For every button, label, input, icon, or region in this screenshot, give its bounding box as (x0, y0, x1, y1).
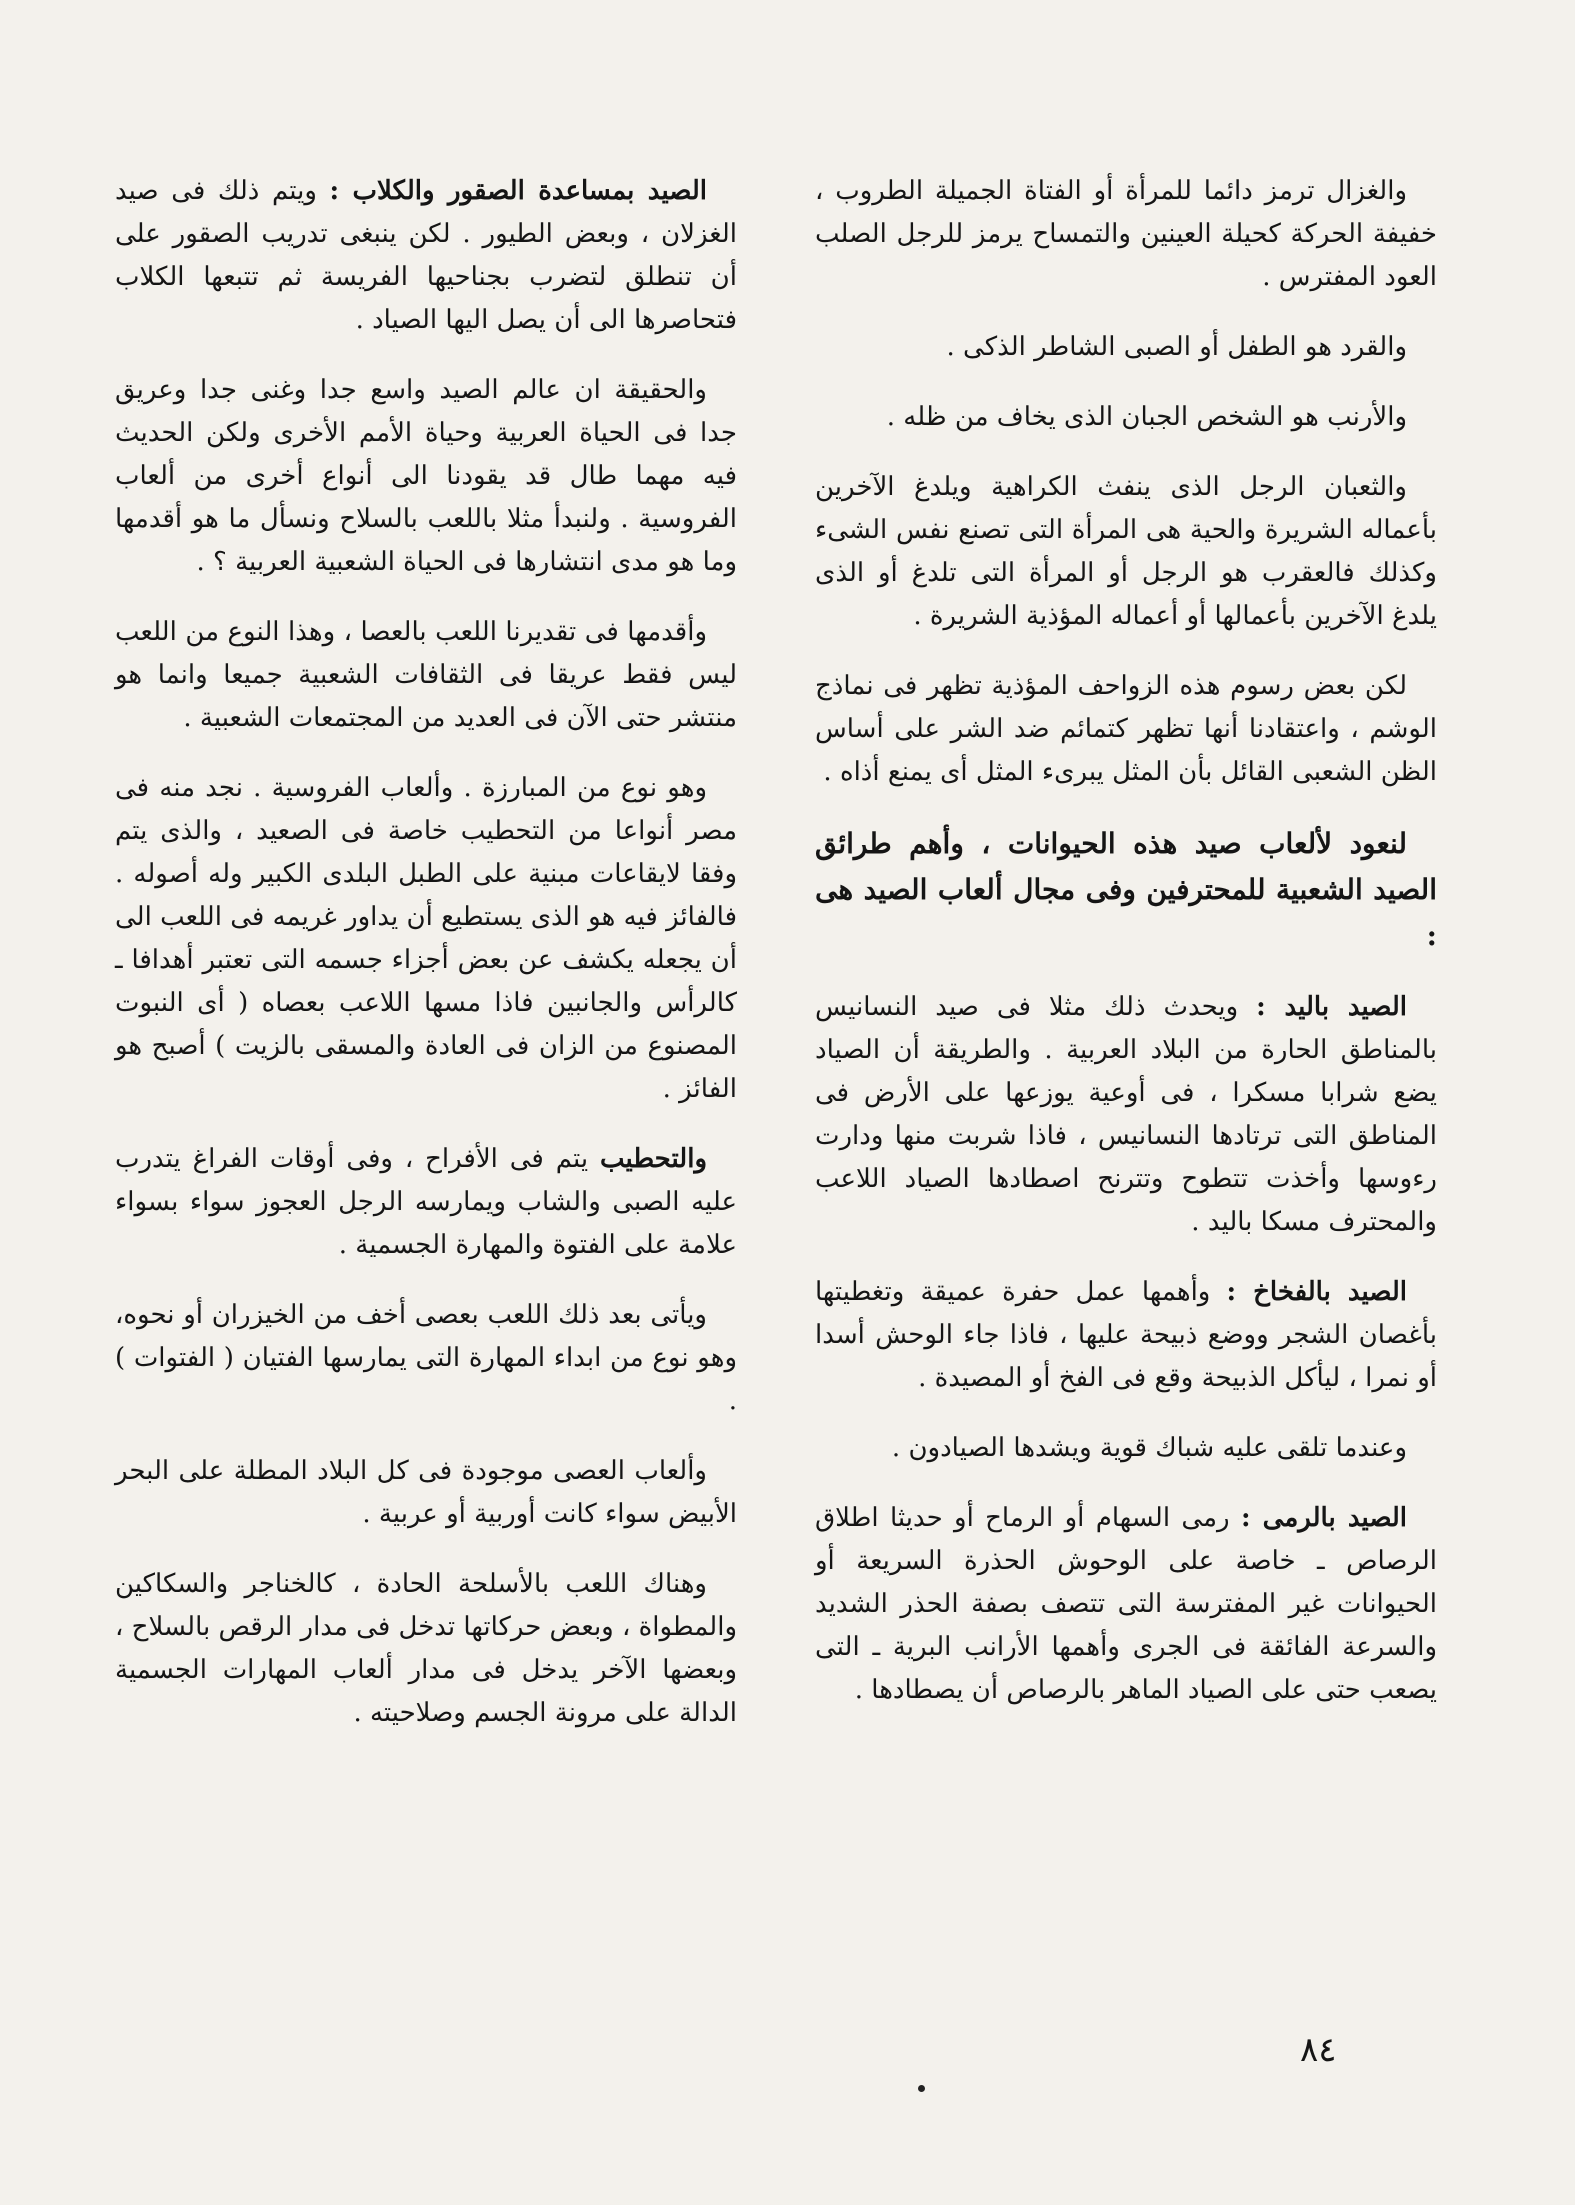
section-heading: لنعود لألعاب صيد هذه الحيوانات ، وأهم طرائق الصيد الشعبية للمحترفين وفى مجال ألعاب الصيد هى : (815, 827, 1437, 952)
paragraph: لكن بعض رسوم هذه الزواحف المؤذية تظهر فى نماذج الوشم ، واعتقادنا أنها تظهر كتمائم ضد الشر على أساس الظن الشعبى القائل بأن المثل يبرىء المثل أى يمنع أذاه . (815, 671, 1437, 787)
paragraph-lead: الصيد بالرمى : (1240, 1503, 1408, 1533)
paragraph: والحقيقة ان عالم الصيد واسع جدا وغنى جدا وعريق جدا فى الحياة العربية وحياة الأمم الأخرى ولكن الحديث فيه مهما طال قد يقودنا الى أنواع أخرى من ألعاب الفروسية . ولنبدأ مثلا باللعب بالسلاح ونسأل ما هو أقدمها وما هو مدى انتشارها فى الحياة الشعبية العربية ؟ . (115, 375, 737, 577)
paragraph: والتحطيب يتم فى الأفراح ، وفى أوقات الفراغ يتدرب عليه الصبى والشاب ويمارسه الرجل العجوز سواء بسواء علامة على الفتوة والمهارة الجسمية . (115, 1144, 737, 1260)
paragraph: والأرنب هو الشخص الجبان الذى يخاف من ظله . (886, 402, 1407, 432)
paragraph: الصيد بمساعدة الصقور والكلاب : ويتم ذلك فى صيد الغزلان ، وبعض الطيور . لكن ينبغى تدريب الصقور على أن تنطلق لتضرب بجناحيها الفريسة ثم تتبعها الكلاب فتحاصرها الى أن يصل اليها الصياد . (115, 176, 737, 335)
paragraph: وهو نوع من المبارزة . وألعاب الفروسية . نجد منه فى مصر أنواعا من التحطيب خاصة فى الصعيد ، والذى يتم وفقا لايقاعات مبنية على الطبل البلدى الكبير وله أصوله . فالفائز فيه هو الذى يستطيع أن يداور غريمه فى اللعب الى أن يجعله يكشف عن بعض أجزاء جسمه التى تعتبر أهدافا ـ كالرأس والجانبين فاذا مسها اللاعب بعصاه ( أى النبوت المصنوع من الزان فى العادة والمسقى بالزيت ) أصبح هو الفائز . (115, 773, 737, 1104)
paragraph: وهناك اللعب بالأسلحة الحادة ، كالخناجر والسكاكين والمطواة ، وبعض حركاتها تدخل فى مدار الرقص بالسلاح ، وبعضها الآخر يدخل فى مدار ألعاب المهارات الجسمية الدالة على مرونة الجسم وصلاحيته . (115, 1569, 737, 1728)
paragraph: وعندما تلقى عليه شباك قوية ويشدها الصيادون . (891, 1433, 1407, 1463)
paragraph: والثعبان الرجل الذى ينفث الكراهية ويلدغ الآخرين بأعماله الشريرة والحية هى المرأة التى تصنع نفس الشىء وكذلك فالعقرب هو الرجل أو المرأة التى تلدغ أو الذى يلدغ الآخرين بأعمالها أو أعماله المؤذية الشريرة . (815, 472, 1437, 631)
print-speck (918, 2085, 925, 2092)
page-number: ٨٤ (1300, 2030, 1337, 2070)
paragraph: الصيد باليد : ويحدث ذلك مثلا فى صيد النسانيس بالمناطق الحارة من البلاد العربية . والطريقة أن الصياد يضع شرابا مسكرا ، فى أوعية يوزعها على الأرض فى المناطق التى ترتادها النسانيس ، فاذا شربت منها ودارت رءوسها وأخذت تتطوح وتترنح اصطادها الصياد اللاعب والمحترف مسكا باليد . (815, 992, 1437, 1237)
left-column (115, 170, 737, 1762)
paragraph-lead: الصيد بمساعدة الصقور والكلاب : (329, 176, 707, 206)
right-column (815, 170, 1437, 1739)
paragraph: الصيد بالرمى : رمى السهام أو الرماح أو حديثا اطلاق الرصاص ـ خاصة على الوحوش الحذرة السريعة أو الحيوانات غير المفترسة التى تتصف بصفة الحذر الشديد والسرعة الفائقة فى الجرى وأهمها الأرانب البرية ـ التى يصعب حتى على الصياد الماهر بالرصاص أن يصطادها . (815, 1503, 1437, 1705)
paragraph-lead: الصيد بالفخاخ : (1226, 1277, 1407, 1307)
paragraph: وألعاب العصى موجودة فى كل البلاد المطلة على البحر الأبيض سواء كانت أوربية أو عربية . (115, 1456, 737, 1529)
paragraph-lead: الصيد باليد : (1256, 992, 1407, 1022)
paragraph-lead: والتحطيب (599, 1144, 708, 1174)
paragraph: الصيد بالفخاخ : وأهمها عمل حفرة عميقة وتغطيتها بأغصان الشجر ووضع ذبيحة عليها ، فاذا جاء الوحش أسدا أو نمرا ، ليأكل الذبيحة وقع فى الفخ أو المصيدة . (815, 1277, 1437, 1393)
paragraph: وأقدمها فى تقديرنا اللعب بالعصا ، وهذا النوع من اللعب ليس فقط عريقا فى الثقافات الشعبية جميعا وانما هو منتشر حتى الآن فى العديد من المجتمعات الشعبية . (115, 617, 737, 733)
paragraph: والغزال ترمز دائما للمرأة أو الفتاة الجميلة الطروب ، خفيفة الحركة كحيلة العينين والتمساح يرمز للرجل الصلب العود المفترس . (815, 176, 1437, 292)
paragraph: ويأتى بعد ذلك اللعب بعصى أخف من الخيزران أو نحوه، وهو نوع من ابداء المهارة التى يمارسها الفتيان ( الفتوات ) . (115, 1300, 737, 1416)
paragraph: والقرد هو الطفل أو الصبى الشاطر الذكى . (946, 332, 1407, 362)
